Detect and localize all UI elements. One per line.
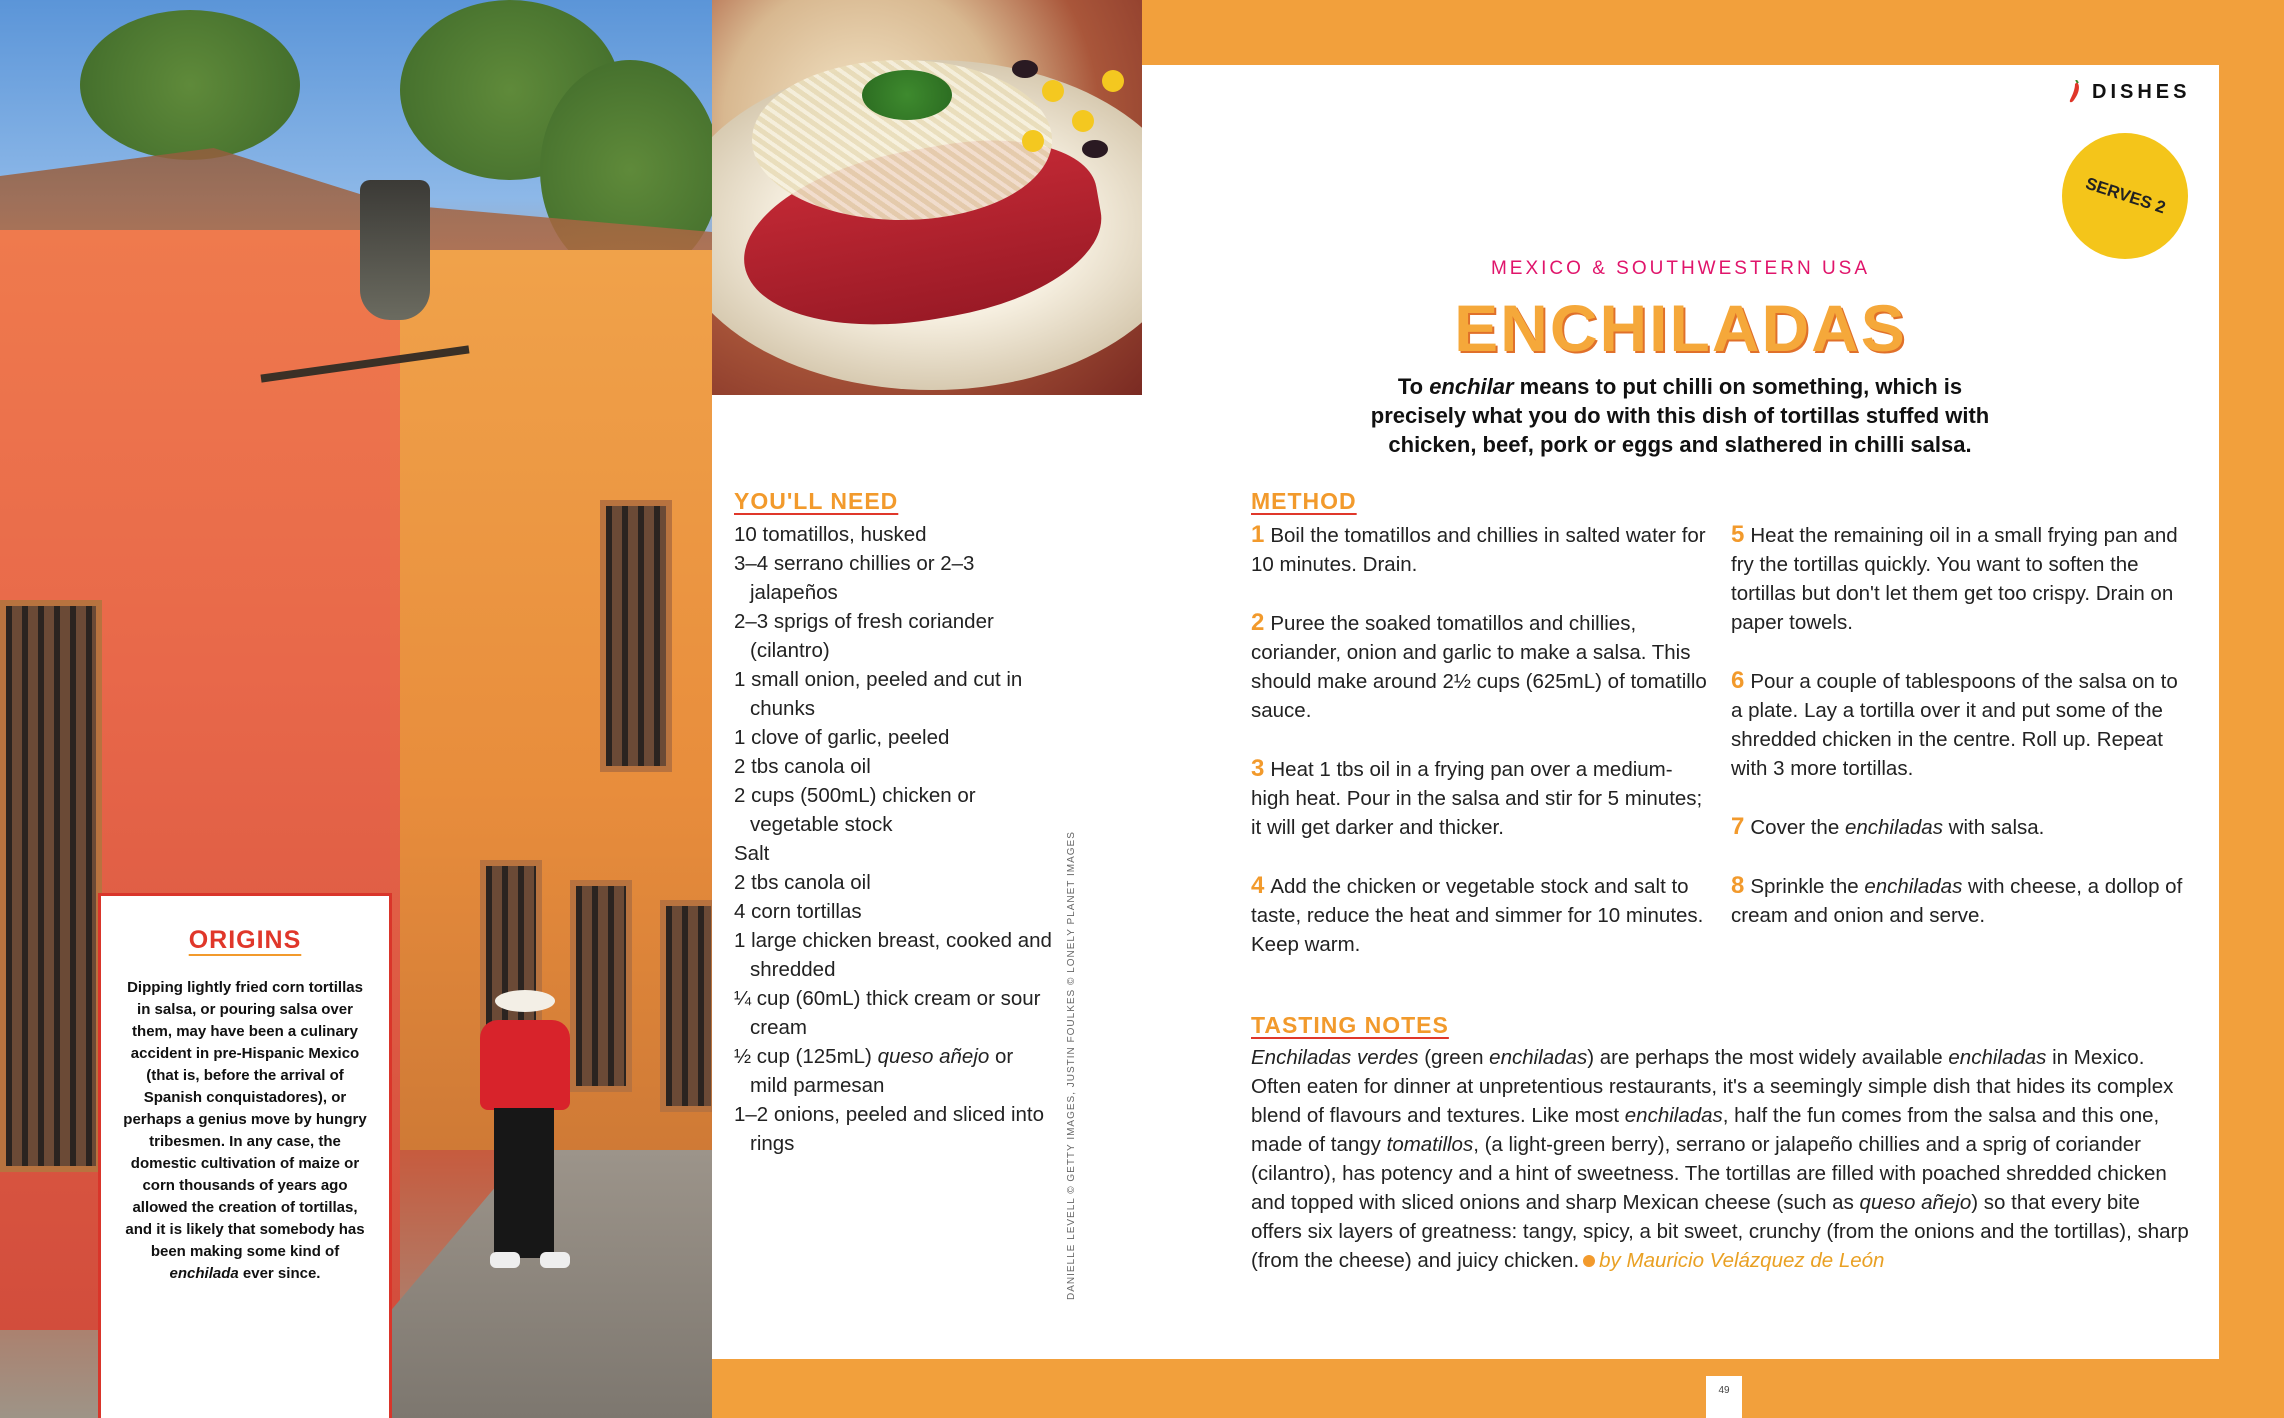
recipe-intro: To enchilar means to put chilli on something, which is precisely what you do with this dish of tortillas stuffed with chicken, beef, pork or eggs and slathered in chilli salsa.	[1370, 374, 1990, 457]
list-item: 1–2 onions, peeled and sliced into rings	[734, 1103, 1045, 1155]
pedestrian	[470, 990, 580, 1280]
method-step: 6 Pour a couple of tablespoons of the salsa on to a plate. Lay a tortilla over it and put some of the shredded chicken in the centre. Roll up. Repeat with 3 more tortillas.	[1731, 667, 2178, 780]
method-heading: METHOD	[1251, 488, 1357, 514]
list-item: 2–3 sprigs of fresh coriander (cilantro)	[734, 610, 994, 662]
section-tag	[2068, 80, 2190, 104]
list-item: 1 small onion, peeled and cut in chunks	[734, 668, 1023, 720]
method-column-2	[1731, 520, 2186, 959]
method-step: 8 Sprinkle the enchiladas with cheese, a dollop of cream and onion and serve.	[1731, 872, 2183, 927]
ingredients-heading: YOU'LL NEED	[734, 488, 899, 514]
list-item: Salt	[734, 842, 770, 865]
photo-credit: DANIELLE LEVELL © GETTY IMAGES, JUSTIN FOULKES © LONELY PLANET IMAGES	[1066, 831, 1077, 1300]
enchiladas-photo	[712, 0, 1142, 395]
method-step: 5 Heat the remaining oil in a small frying pan and fry the tortillas quickly. You want to soften the tortillas but don't let them get too crispy. Drain on paper towels.	[1731, 521, 2178, 634]
bullet-dot-icon	[1583, 1255, 1595, 1267]
chili-icon	[2068, 80, 2082, 104]
list-item: 2 tbs canola oil	[734, 755, 871, 778]
list-item: 2 tbs canola oil	[734, 871, 871, 894]
author-byline: by Mauricio Velázquez de León	[1599, 1249, 1885, 1272]
origins-box	[98, 893, 392, 1418]
ingredients-list	[734, 520, 1054, 1158]
list-item: 2 cups (500mL) chicken or vegetable stock	[734, 784, 976, 836]
method-step: 4 Add the chicken or vegetable stock and salt to taste, reduce the heat and simmer for 10 minutes. Keep warm.	[1251, 872, 1704, 956]
page-number: 49	[1706, 1376, 1742, 1418]
section-tag-label: DISHES	[2092, 80, 2191, 103]
recipe-title: ENCHILADAS	[1454, 291, 1907, 365]
method-step: 3 Heat 1 tbs oil in a frying pan over a medium-high heat. Pour in the salsa and stir for 5 minutes; it will get darker and thicker.	[1251, 755, 1703, 839]
list-item: ¼ cup (60mL) thick cream or sour cream	[734, 987, 1041, 1039]
method-step: 2 Puree the soaked tomatillos and chillies, coriander, onion and garlic to make a salsa. This should make around 2½ cups (625mL) of tomatillo sauce.	[1251, 609, 1707, 722]
tasting-notes: Enchiladas verdes (green enchiladas) are perhaps the most widely available enchiladas in Mexico. Often eaten for dinner at unpretentious restaurants, it's a seemingly simple dish that hides its complex blend of flavours and textures. Like most enchiladas, half the fun comes from the salsa and this one, made of tangy tomatillos, (a light-green berry), serrano or jalapeño chillies and a sprig of coriander (cilantro), has potency and a hint of sweetness. The tortillas are filled with poached shredded chicken and topped with sliced onions and sharp Mexican cheese (such as queso añejo) so that every bite offers six layers of greatness: tangy, spicy, a bit sweet, crunchy (from the onions and the tortillas), sharp (from the cheese) and juicy chicken. by Mauricio Velázquez de León	[1251, 1046, 2189, 1272]
list-item: ½ cup (125mL) queso añejo or mild parmesan	[734, 1045, 1014, 1097]
method-column-1	[1251, 520, 1711, 988]
origins-text: Dipping lightly fried corn tortillas in salsa, or pouring salsa over them, may have been a culinary accident in pre-Hispanic Mexico (that is, before the arrival of Spanish conquistadores), or perhaps a genius move by hungry tribesmen. In any case, the domestic cultivation of maize or corn thousands of years ago allowed the creation of tortillas, and it is likely that somebody has been making some kind of enchilada ever since.	[123, 979, 367, 1282]
origins-heading: ORIGINS	[188, 926, 302, 954]
list-item: 1 clove of garlic, peeled	[734, 726, 950, 749]
list-item: 4 corn tortillas	[734, 900, 862, 923]
serves-badge	[2062, 133, 2188, 259]
list-item: 3–4 serrano chillies or 2–3 jalapeños	[734, 552, 975, 604]
recipe-region: MEXICO & SOUTHWESTERN USA	[1490, 258, 1871, 279]
serves-label: SERVES 2	[2082, 173, 2168, 218]
method-step: 7 Cover the enchiladas with salsa.	[1731, 813, 2045, 840]
list-item: 1 large chicken breast, cooked and shredded	[734, 929, 1052, 981]
method-step: 1 Boil the tomatillos and chillies in salted water for 10 minutes. Drain.	[1251, 521, 1706, 576]
tasting-heading: TASTING NOTES	[1251, 1012, 1449, 1038]
list-item: 10 tomatillos, husked	[734, 523, 927, 546]
